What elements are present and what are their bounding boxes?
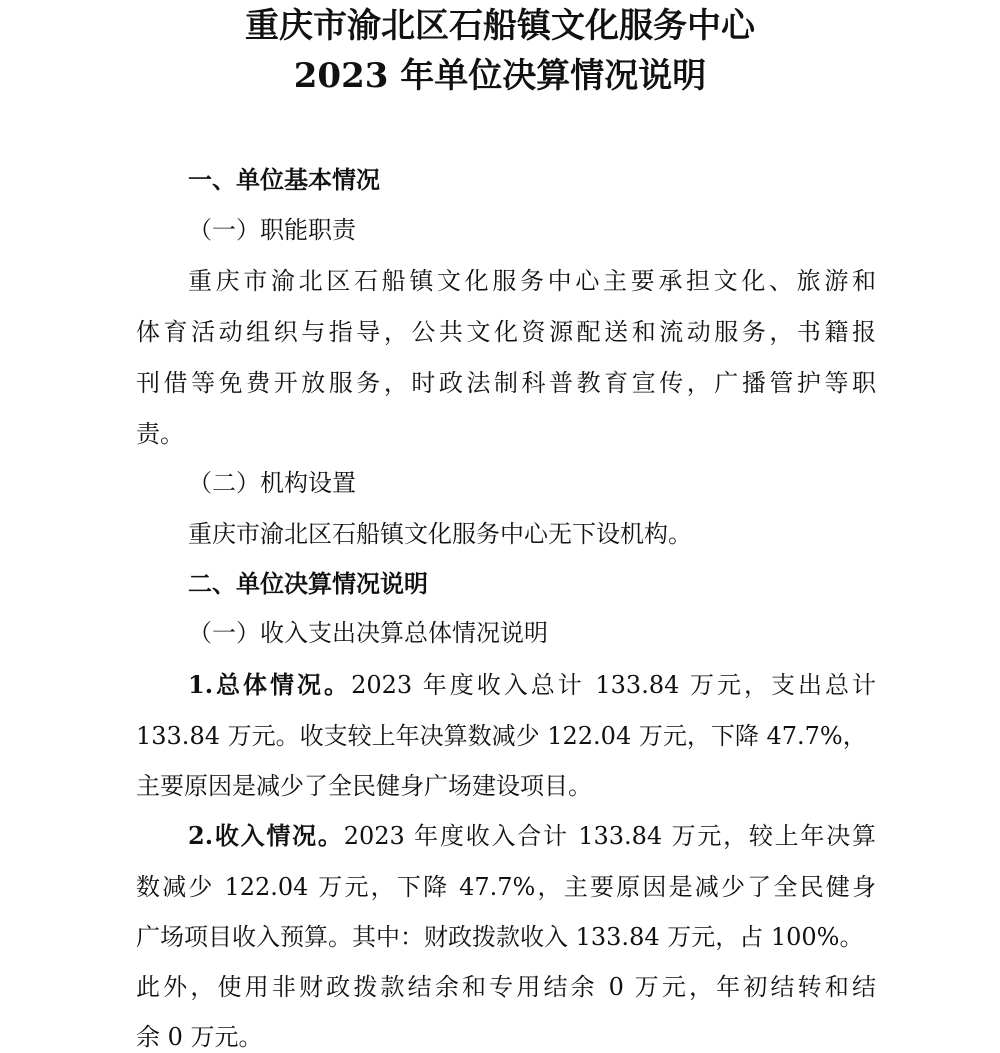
section2-p1-line3: 主要原因是减少了全民健身广场建设项目。 bbox=[136, 772, 592, 800]
section2-heading: 二、单位决算情况说明 bbox=[188, 569, 428, 598]
paragraph-text: 刊借等免费开放服务，时政法制科普教育宣传，广播管护等职 bbox=[136, 369, 876, 397]
p1-label: 1.总体情况。 bbox=[188, 670, 352, 699]
p1-line1-text: 2023 年度收入总计 133.84 万元，支出总计 bbox=[351, 671, 876, 699]
paragraph-text: 体育活动组织与指导，公共文化资源配送和流动服务，书籍报 bbox=[136, 318, 876, 346]
section2-sub1-heading: （一）收入支出决算总体情况说明 bbox=[188, 619, 548, 647]
section2-p2-line2 bbox=[136, 871, 876, 903]
document-title-line1: 重庆市渝北区石船镇文化服务中心 bbox=[245, 6, 755, 46]
document-title-line2: 2023 年单位决算情况说明 bbox=[293, 56, 707, 96]
section2-p2-line5: 余 0 万元。 bbox=[136, 1023, 263, 1051]
section1-sub1-line1 bbox=[188, 265, 876, 297]
section1-sub1-line2 bbox=[136, 316, 876, 348]
p2-line1-text: 2023 年度收入合计 133.84 万元，较上年决算 bbox=[343, 822, 876, 850]
section1-sub2-text: 重庆市渝北区石船镇文化服务中心无下设机构。 bbox=[188, 520, 692, 548]
section1-heading: 一、单位基本情况 bbox=[188, 165, 380, 194]
section2-p2-line1 bbox=[188, 820, 876, 852]
p2-label: 2.收入情况。 bbox=[188, 821, 344, 850]
paragraph-text: 数减少 122.04 万元，下降 47.7%，主要原因是减少了全民健身 bbox=[136, 873, 876, 901]
section2-p1-line1 bbox=[188, 669, 876, 701]
paragraph-text: 此外，使用非财政拨款结余和专用结余 0 万元，年初结转和结 bbox=[136, 973, 876, 1001]
paragraph-text: 重庆市渝北区石船镇文化服务中心主要承担文化、旅游和 bbox=[188, 267, 876, 295]
section1-sub2-heading: （二）机构设置 bbox=[188, 469, 356, 497]
paragraph-text bbox=[188, 669, 876, 701]
paragraph-text bbox=[188, 820, 876, 852]
section2-p2-line3: 广场项目收入预算。其中：财政拨款收入 133.84 万元，占 100%。 bbox=[136, 923, 864, 951]
section2-p2-line4 bbox=[136, 971, 876, 1003]
section1-sub1-line4: 责。 bbox=[136, 420, 184, 448]
section1-sub1-heading: （一）职能职责 bbox=[188, 216, 356, 244]
section1-sub1-line3 bbox=[136, 367, 876, 399]
section2-p1-line2: 133.84 万元。收支较上年决算数减少 122.04 万元，下降 47.7%， bbox=[136, 722, 867, 750]
